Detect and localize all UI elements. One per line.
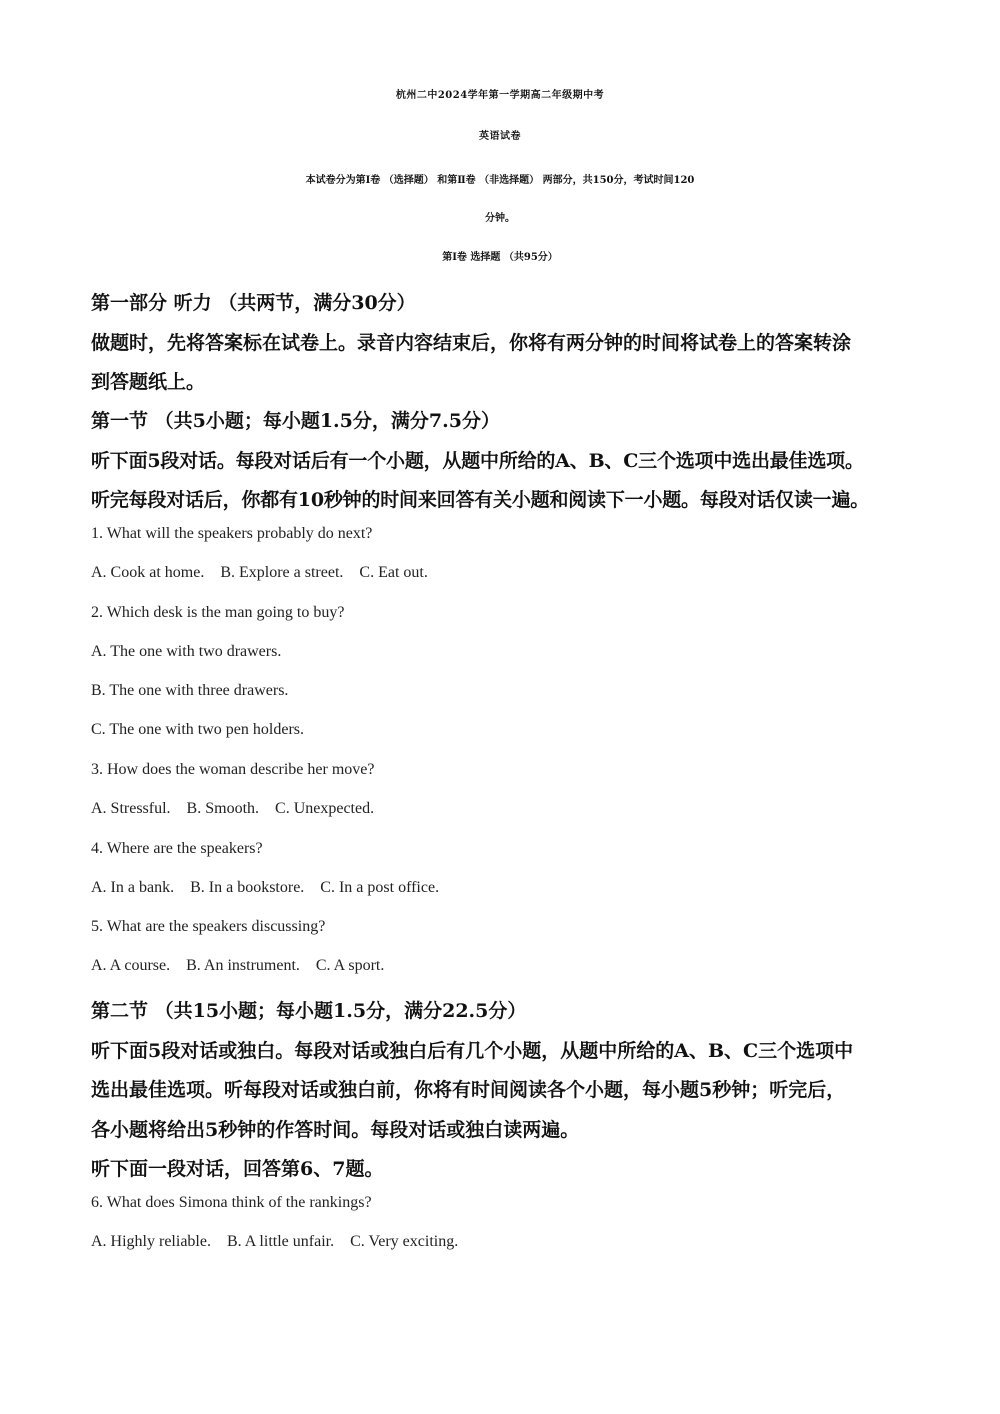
exam-title-line1: 杭州二中2024学年第一学期高二年级期中考: [395, 90, 605, 101]
section1-instruction-line: 听下面5段对话。每段对话后有一个小题，从题中所给的A、B、C三个选项中选出最佳选项。: [91, 450, 864, 472]
question-option: A. The one with two drawers.: [91, 643, 282, 660]
section2-instruction-line: 听下面5段对话或独白。每段对话或独白后有几个小题，从题中所给的A、B、C三个选项中: [91, 1040, 854, 1062]
question-options: A. In a bank. B. In a bookstore. C. In a post office.: [91, 879, 440, 896]
section1-instruction-line: 听完每段对话后，你都有10秒钟的时间来回答有关小题和阅读下一小题。每段对话仅读一遍。: [91, 489, 870, 511]
section2-instruction-line: 选出最佳选项。听每段对话或独白前，你将有时间阅读各个小题，每小题5秒钟；听完后，: [91, 1079, 846, 1101]
exam-intro-line2: 分钟。: [485, 213, 515, 224]
part1-instruction-line: 到答题纸上。: [91, 371, 206, 393]
question-stem: 1. What will the speakers probably do next?: [91, 525, 373, 542]
question-option: C. The one with two pen holders.: [91, 721, 305, 738]
question-stem: 4. Where are the speakers?: [91, 840, 263, 857]
question-stem: 3. How does the woman describe her move?: [91, 761, 375, 778]
question-stem: 5. What are the speakers discussing?: [91, 918, 326, 935]
question-options: A. Cook at home. B. Explore a street. C. Eat out.: [91, 564, 428, 581]
section2-sub-heading: 听下面一段对话，回答第6、7题。: [91, 1158, 384, 1180]
section2-instruction-line: 各小题将给出5秒钟的作答时间。每段对话或独白读两遍。: [91, 1119, 580, 1141]
exam-intro-line1: 本试卷分为第Ⅰ卷 （选择题） 和第Ⅱ卷 （非选择题） 两部分，共150分，考试时间120: [305, 175, 695, 186]
exam-title-line2: 英语试卷: [479, 131, 521, 142]
section2-heading: 第二节 （共15小题；每小题1.5分，满分22.5分）: [91, 1000, 527, 1022]
part1-instruction-line: 做题时，先将答案标在试卷上。录音内容结束后，你将有两分钟的时间将试卷上的答案转涂: [91, 332, 852, 354]
question-option: B. The one with three drawers.: [91, 682, 289, 699]
question-options: A. Stressful. B. Smooth. C. Unexpected.: [91, 800, 375, 817]
part1-heading: 第一部分 听力 （共两节，满分30分）: [91, 292, 416, 314]
volume-heading: 第Ⅰ卷 选择题 （共95分）: [442, 252, 558, 263]
question-stem: 2. Which desk is the man going to buy?: [91, 604, 345, 621]
question-options: A. Highly reliable. B. A little unfair. C. Very exciting.: [91, 1233, 459, 1250]
section1-heading: 第一节 （共5小题；每小题1.5分，满分7.5分）: [91, 410, 500, 432]
question-stem: 6. What does Simona think of the rankings?: [91, 1194, 372, 1211]
question-options: A. A course. B. An instrument. C. A sport.: [91, 957, 385, 974]
